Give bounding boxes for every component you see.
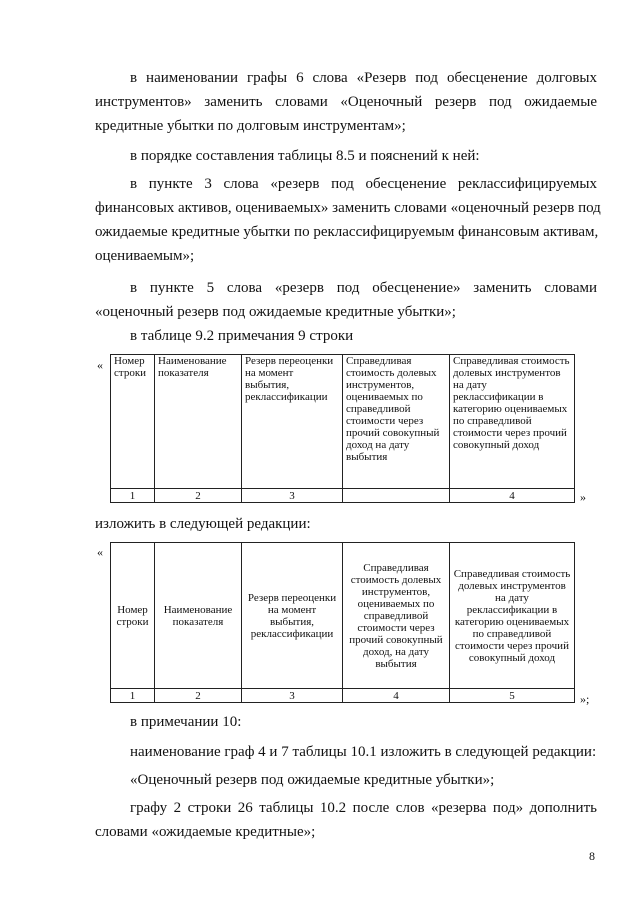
open-quote: « [97,545,103,559]
new-table [110,542,575,703]
header-cell: Наименование показателя [155,543,242,689]
text-line: в пункте 5 слова «резерв под обесценение» заменить словами [130,280,597,296]
column-number: 4 [450,489,575,503]
page-number: 8 [589,849,595,863]
text-line: кредитные убытки по долговым инструментам»; [95,118,406,134]
text-line: словами «ожидаемые кредитные»; [95,824,316,840]
column-number [343,489,450,503]
header-cell: Наименование показателя [155,355,242,489]
text-line: «оценочный резерв под ожидаемые кредитные убытки»; [95,304,456,320]
close-quote: » [580,490,586,504]
open-quote: « [97,358,103,372]
column-number: 1 [111,489,155,503]
text-line: финансовых активов, оцениваемых» заменить словами «оценочный резерв под [95,200,601,216]
text-line: в примечании 10: [130,714,242,730]
text-line: графу 2 строки 26 таблицы 10.2 после слов «резерва под» дополнить [130,800,597,816]
column-number: 5 [450,689,575,703]
column-number: 3 [242,489,343,503]
text-line: оцениваемым»; [95,248,195,264]
close-quote: »; [580,692,590,706]
column-number: 1 [111,689,155,703]
text-line: ожидаемые кредитные убытки по реклассифицируемым финансовым активам, [95,224,599,240]
column-number: 3 [242,689,343,703]
column-number: 2 [155,689,242,703]
header-cell: Номер строки [111,355,155,489]
header-cell: Справедливая стоимость долевых инструментов, оцениваемых по справедливой стоимости через прочий совокупный доход на дату выбытия [343,355,450,489]
old-table [110,354,575,503]
text-line: «Оценочный резерв под ожидаемые кредитные убытки»; [130,772,495,788]
text-line: в пункте 3 слова «резерв под обесценение реклассифицируемых [130,176,597,192]
text-line: инструментов» заменить словами «Оценочный резерв под ожидаемые [95,94,597,110]
text-line: в таблице 9.2 примечания 9 строки [130,328,354,344]
header-cell: Справедливая стоимость долевых инструментов на дату реклассификации в категорию оцениваемых по справедливой стоимости через прочий совокупный доход [450,543,575,689]
text-line: в порядке составления таблицы 8.5 и пояснений к ней: [130,148,480,164]
text-line: наименование граф 4 и 7 таблицы 10.1 изложить в следующей редакции: [130,744,597,760]
column-number: 2 [155,489,242,503]
text-line: изложить в следующей редакции: [95,516,311,532]
header-cell: Справедливая стоимость долевых инструментов, оцениваемых по справедливой стоимости через прочий совокупный доход, на дату выбытия [343,543,450,689]
header-cell: Резерв переоценки на момент выбытия, реклассификации [242,543,343,689]
text-line: в наименовании графы 6 слова «Резерв под обесценение долговых [130,70,597,86]
column-number: 4 [343,689,450,703]
header-cell: Справедливая стоимость долевых инструментов на дату реклассификации в категорию оцениваемых по справедливой стоимости через прочий совокупный доход [450,355,575,489]
header-cell: Номер строки [111,543,155,689]
header-cell: Резерв переоценки на момент выбытия, реклассификации [242,355,343,489]
